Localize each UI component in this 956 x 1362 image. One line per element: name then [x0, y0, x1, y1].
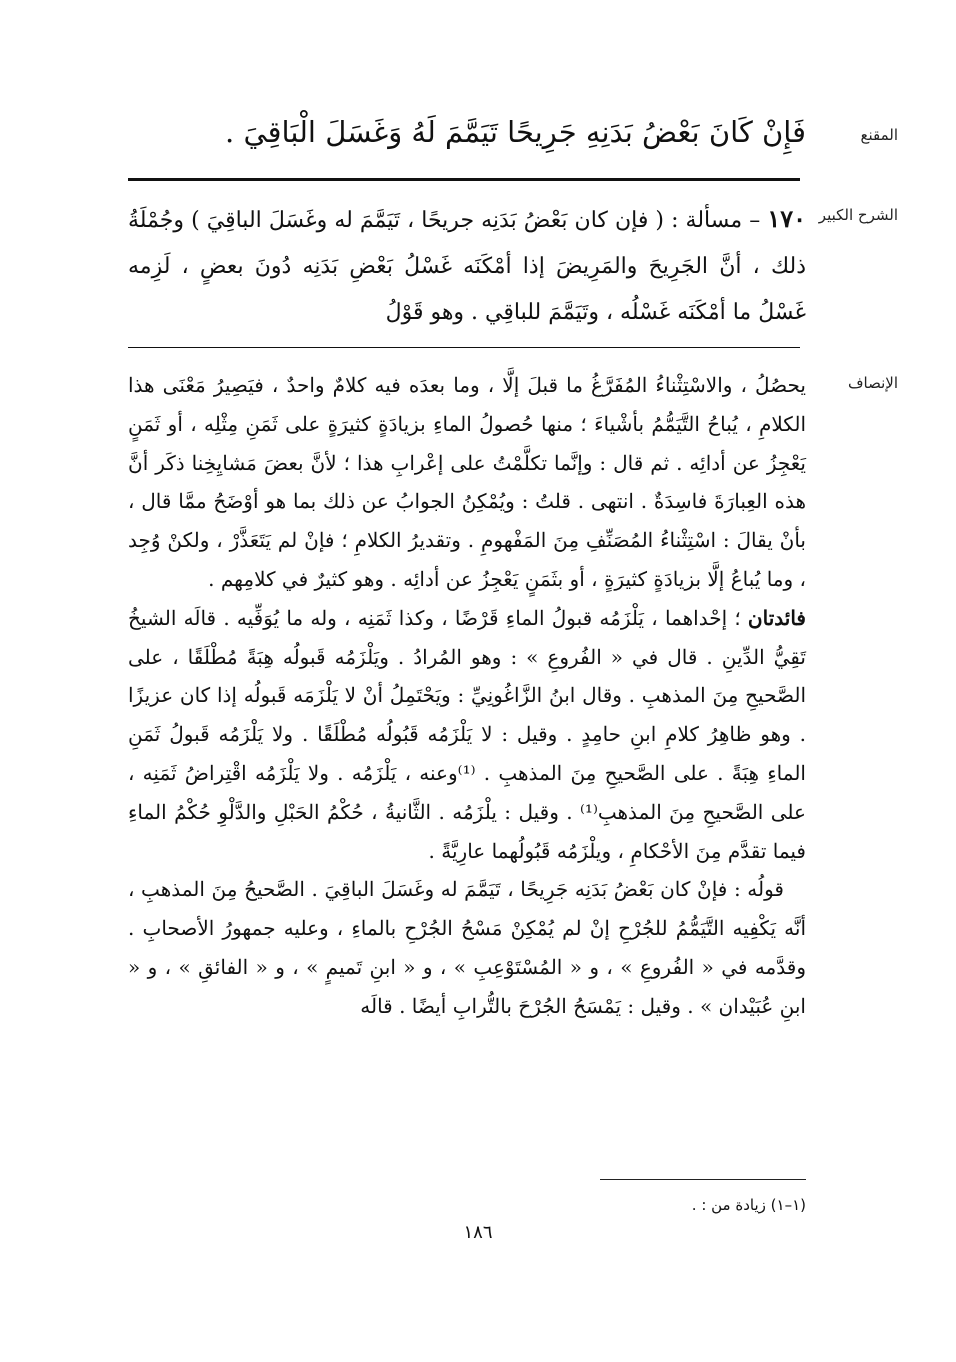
section-divider-thick: [128, 178, 800, 181]
footnote: (١–١) زيادة من : .: [691, 1196, 806, 1214]
section-divider-thin: [128, 347, 800, 348]
sharh-text: – مسألة : ( فإن كان بَعْضُ بَدَنِه جريحًا ، تَيَمَّمَ له وغَسَلَ الباقِيَ ) وجُمْلَةُ ذلك ، أنَّ الجَرِيحَ والمَرِيضَ إذا أمْكَنَه غَسْلُ بَعْضِ بَدَنِه دُونَ بعضٍ ، لَزِمه غَسْلُ ما أمْكَنَه غَسْلُه ، وتَيَمَّمَ للباقِي . وهو قَوْلُ: [128, 208, 806, 325]
footnote-divider: [600, 1179, 806, 1180]
sharh-text-block: [128, 196, 806, 336]
muqni-text: فَإِنْ كَانَ بَعْضُ بَدَنِهِ جَرِيحًا تَيَمَّمَ لَهُ وَغَسَلَ الْبَاقِيَ .: [225, 115, 806, 149]
insaf-paragraph-3: قولُه : فإنْ كان بَعْضُ بَدَنِه جَرِيحًا ، تَيَمَّمَ له وغَسَلَ الباقِيَ . الصَّحيحُ مِنَ المذهبِ ، أنَّه يَكْفِيه التَّيَمُّمُ للجُرْحِ إنْ لم يُمْكِنْ مَسْحُ الجُرْحِ بالماءِ ، وعليه جمهورُ الأصحابِ . وقدَّمه في « الفُروعِ » ، و « المُسْتَوْعِبِ » ، و « ابنِ تَميمٍ » ، و « الفائقِ » ، و « ابنِ عُبَيْدان » . وقيل : يَمْسَحُ الجُرْحَ بالتُّرابِ أيضًا . قالَه: [128, 877, 806, 1018]
insaf-paragraph-2: ؛ إحْداهما ، يَلْزَمُه قبولُ الماءِ قَرْضًا ، وكذا ثَمَنِه ، وله ما يُوَفِّيه . قالَه الشيخُ تَقِيُّ الدِّينِ . قال في « الفُروعِ » : وهو المُرادُ . ويَلْزَمُه قَبولُه هِبَةً مُطْلَقًا ، على الصَّحيحِ مِنَ المذهبِ . وقال ابنُ الزَّاغُونِيِّ : ويَحْتَمِلُ أنْ لا يَلْزَمَه قَبولُه إذا كان عزيزًا . وهو ظاهِرُ كلامِ ابنِ حامِدٍ . وقيل : لا يَلْزَمُه قَبُولُه مُطْلَقًا . ولا يَلْزَمُه قَبولُ ثَمَنِ الماءِ هِبَةً . على الصَّحيحِ مِنَ المذهبِ . ⁽¹⁾وعنه ، يَلْزَمُه . ولا يَلْزَمُه اقْتِراضُ ثَمَنِه ، على الصَّحيحِ مِنَ المذهبِ⁽¹⁾ . وقيل : يلْزَمُه . الثَّانيةُ ، حُكْمُ الحَبْلِ والدَّلْوِ حُكْمُ الماءِ فيما تقدَّم مِنَ الأحْكامِ ، ويلْزَمُه قَبُولُهما عارِيَّةً .: [128, 605, 806, 863]
insaf-paragraph-1: يحصُلُ ، والاسْتِثْناءُ المُفَرَّغُ ما قبلَ إلَّا ، وما بعدَه فيه كلامٌ واحدٌ ، فيَصِيرُ مَعْنَى هذا الكلامِ ، يُباحُ التَّيَمُّمُ بأشْياءَ ؛ منها حُصولُ الماءِ بزيادَةٍ كثيرَةٍ على ثَمَنِ مِثْلِه ، أو ثَمَنٍ يَعْجِزُ عن أدائِه . ثم قال : وإنَّما تكلَّمْتُ على إعْرابِ هذا ؛ لأنَّ بعضَ مَشايِخِنا ذكَر أنَّ هذه العِبارَةَ فاسِدَةٌ . انتهى . قلتُ : ويُمْكِنُ الجوابُ عن ذلك بما هو أوْضَحُ ممَّا قال ، بأنْ يقالَ : اسْتِثْناءُ المُصَنِّفِ مِنَ المَفْهومِ . وتقديرُ الكلامِ ؛ فإنْ لم يَتَعَذَّرْ ، ولكنْ وُجِد ، وما يُباعُ إلَّا بزيادَةٍ كثيرَةٍ ، أو بثَمَنٍ يَعْجِزُ عن أدائِه . وهو كثيرٌ في كلامِهم .: [128, 373, 806, 591]
sharh-label: الشرح الكبير: [818, 206, 898, 224]
insaf-paragraph-2-lead: فائدتان: [747, 605, 806, 630]
muqni-label: المقنع: [860, 126, 898, 144]
issue-number: ١٧٠: [767, 204, 806, 233]
insaf-text-block: [128, 366, 806, 1026]
page-number: ١٨٦: [463, 1222, 493, 1243]
insaf-label: الإنصاف: [847, 374, 898, 392]
